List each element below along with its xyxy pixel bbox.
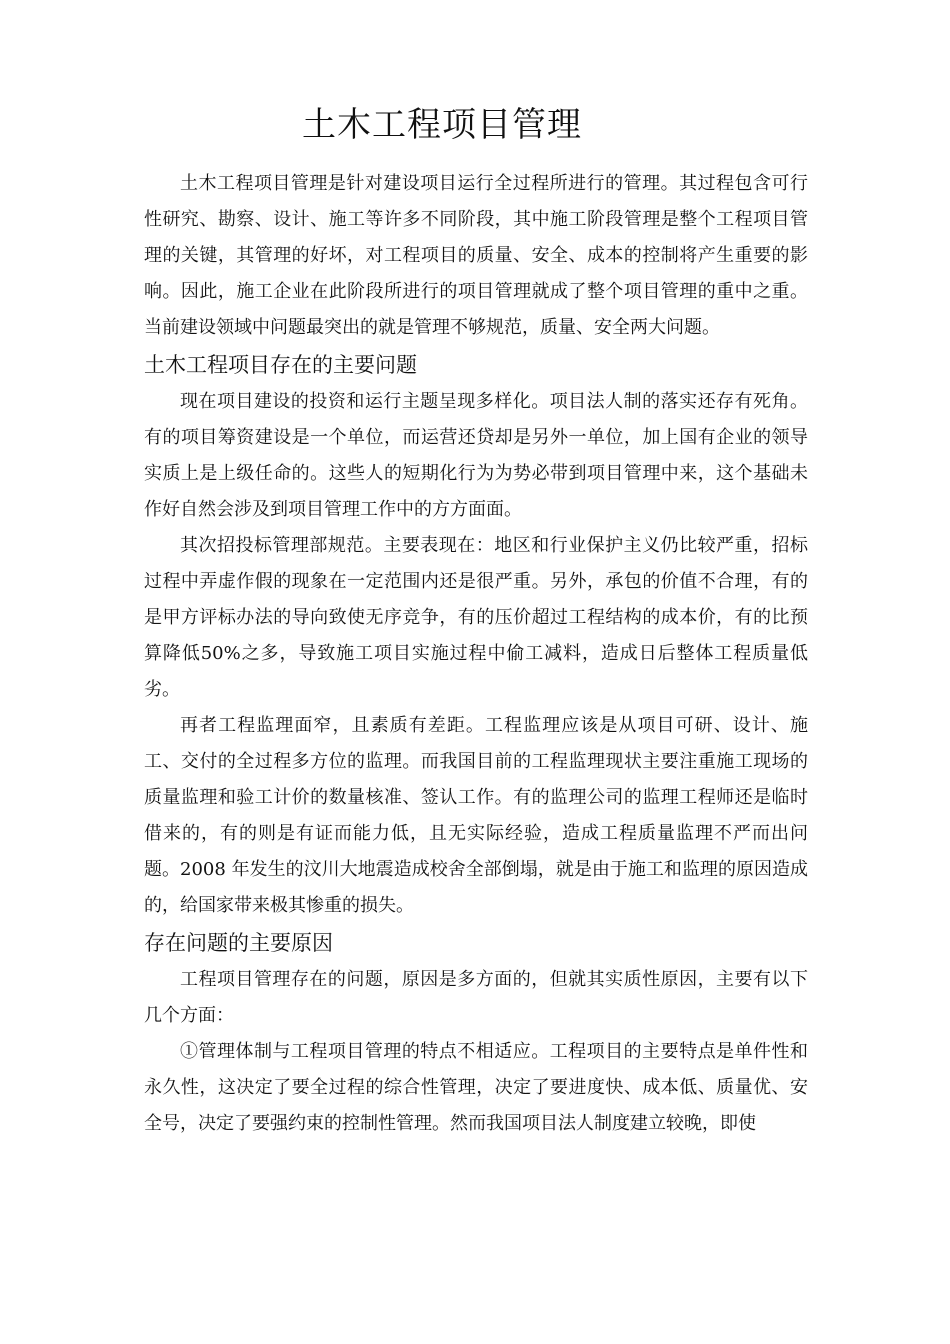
document-title: 土木工程项目管理 [302,105,582,145]
paragraph-engineering-supervision: 再者工程监理面窄，且素质有差距。工程监理应该是从项目可研、设计、施工、交付的全过程多方位的监理。而我国目前的工程监理现状主要注重施工现场的质量监理和验工计价的数量核准、签认工作。有的监理公司的监理工程师还是临时借来的，有的则是有证而能力低，且无实际经验，造成工程质量监理不严而出问题。2008 年发生的汶川大地震造成校舍全部倒塌，就是由于施工和监理的原因造成的，给国家带来极其惨重的损失。 [144,715,808,916]
paragraph-management-system: ①管理体制与工程项目管理的特点不相适应。工程项目的主要特点是单件性和永久性，这决定了要全过程的综合性管理，决定了要进度快、成本低、质量优、安全号，决定了要强约束的控制性管理。然而我国项目法人制度建立较晚，即使 [144,1041,808,1134]
paragraph-bidding-management: 其次招投标管理部规范。主要表现在：地区和行业保护主义仍比较严重，招标过程中弄虚作假的现象在一定范围内还是很严重。另外，承包的价值不合理，有的是甲方评标办法的导向致使无序竞争，有的压价超过工程结构的成本价，有的比预算降低50%之多，导致施工项目实施过程中偷工减料，造成日后整体工程质量低劣。 [144,535,808,700]
section-heading-main-causes: 存在问题的主要原因 [144,931,333,955]
paragraph-causes-intro: 工程项目管理存在的问题，原因是多方面的，但就其实质性原因，主要有以下几个方面： [144,969,808,1026]
paragraph-intro: 土木工程项目管理是针对建设项目运行全过程所进行的管理。其过程包含可行性研究、勘察、设计、施工等许多不同阶段，其中施工阶段管理是整个工程项目管理的关键，其管理的好坏，对工程项目的质量、安全、成本的控制将产生重要的影响。因此，施工企业在此阶段所进行的项目管理就成了整个项目管理的重中之重。当前建设领域中问题最突出的就是管理不够规范，质量、安全两大问题。 [144,173,808,338]
paragraph-investment-diversity: 现在项目建设的投资和运行主题呈现多样化。项目法人制的落实还存有死角。有的项目筹资建设是一个单位，而运营还贷却是另外一单位，加上国有企业的领导实质上是上级任命的。这些人的短期化行为为势必带到项目管理中来，这个基础未作好自然会涉及到项目管理工作中的方方面面。 [144,391,808,520]
section-heading-main-problems: 土木工程项目存在的主要问题 [144,353,417,377]
document-body [144,166,808,1142]
